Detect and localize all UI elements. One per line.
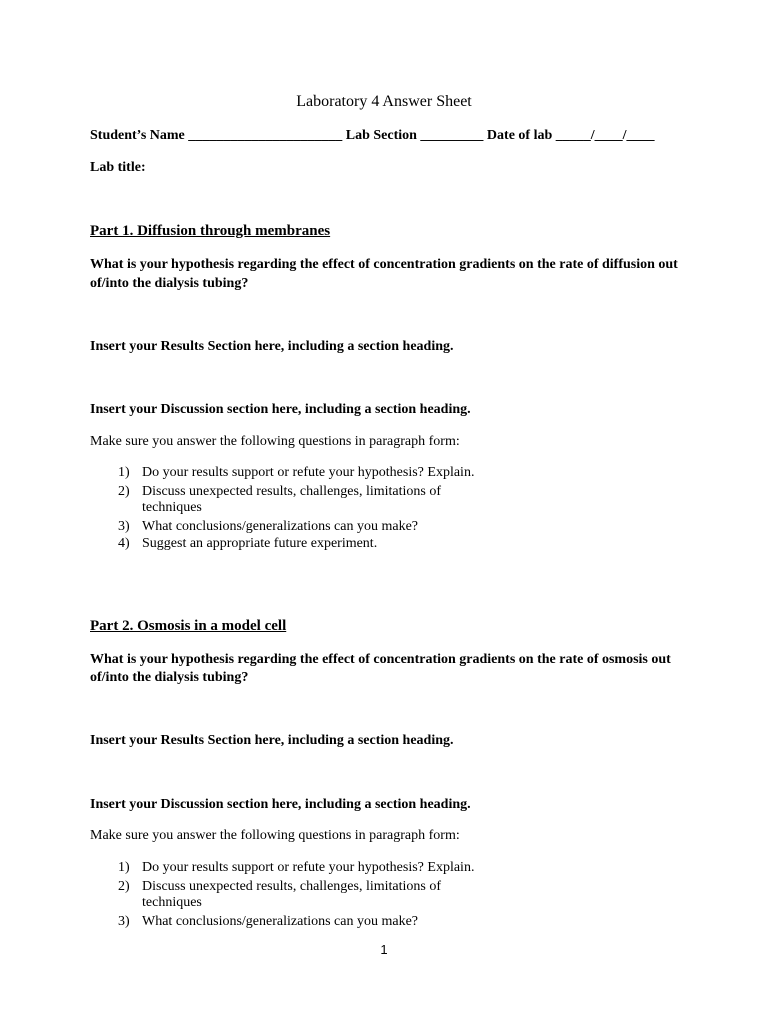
list-item: Do your results support or refute your hypothesis? Explain. bbox=[142, 860, 475, 875]
part1-results-prompt: Insert your Results Section here, including a section heading. bbox=[90, 339, 454, 354]
page-title: Laboratory 4 Answer Sheet bbox=[296, 93, 472, 110]
list-item: Do your results support or refute your hypothesis? Explain. bbox=[142, 465, 475, 480]
list-item-number: 3) bbox=[118, 519, 130, 534]
part2-discussion-prompt: Insert your Discussion section here, including a section heading. bbox=[90, 797, 471, 812]
part2-heading: Part 2. Osmosis in a model cell bbox=[90, 618, 287, 634]
list-item-number: 2) bbox=[118, 879, 130, 894]
list-item: Discuss unexpected results, challenges, limitations of bbox=[142, 879, 441, 894]
part1-hypothesis-line2: of/into the dialysis tubing? bbox=[90, 276, 249, 291]
list-item-number: 2) bbox=[118, 484, 130, 499]
part1-heading: Part 1. Diffusion through membranes bbox=[90, 223, 331, 239]
student-info-line: Student’s Name ______________________ Lab Section _________ Date of lab _____/____/____ bbox=[90, 128, 655, 143]
list-item: Suggest an appropriate future experiment. bbox=[142, 536, 378, 551]
part1-hypothesis-line1: What is your hypothesis regarding the effect of concentration gradients on the rate of diffusion out bbox=[90, 257, 678, 272]
part2-hypothesis-line1: What is your hypothesis regarding the effect of concentration gradients on the rate of osmosis out bbox=[90, 652, 671, 667]
list-item: What conclusions/generalizations can you make? bbox=[142, 519, 419, 534]
list-item-number: 4) bbox=[118, 536, 130, 551]
list-item-number: 3) bbox=[118, 914, 130, 929]
list-item-continuation: techniques bbox=[142, 500, 202, 515]
list-item-continuation: techniques bbox=[142, 895, 202, 910]
part2-results-prompt: Insert your Results Section here, including a section heading. bbox=[90, 733, 454, 748]
part2-instruction: Make sure you answer the following questions in paragraph form: bbox=[90, 828, 460, 843]
list-item-number: 1) bbox=[118, 860, 130, 875]
part1-instruction: Make sure you answer the following questions in paragraph form: bbox=[90, 434, 460, 449]
lab-title-label: Lab title: bbox=[90, 160, 146, 175]
list-item: What conclusions/generalizations can you make? bbox=[142, 914, 419, 929]
page-number: 1 bbox=[380, 942, 388, 957]
list-item: Discuss unexpected results, challenges, limitations of bbox=[142, 484, 441, 499]
list-item-number: 1) bbox=[118, 465, 130, 480]
part2-hypothesis-line2: of/into the dialysis tubing? bbox=[90, 670, 249, 685]
part1-discussion-prompt: Insert your Discussion section here, including a section heading. bbox=[90, 402, 471, 417]
